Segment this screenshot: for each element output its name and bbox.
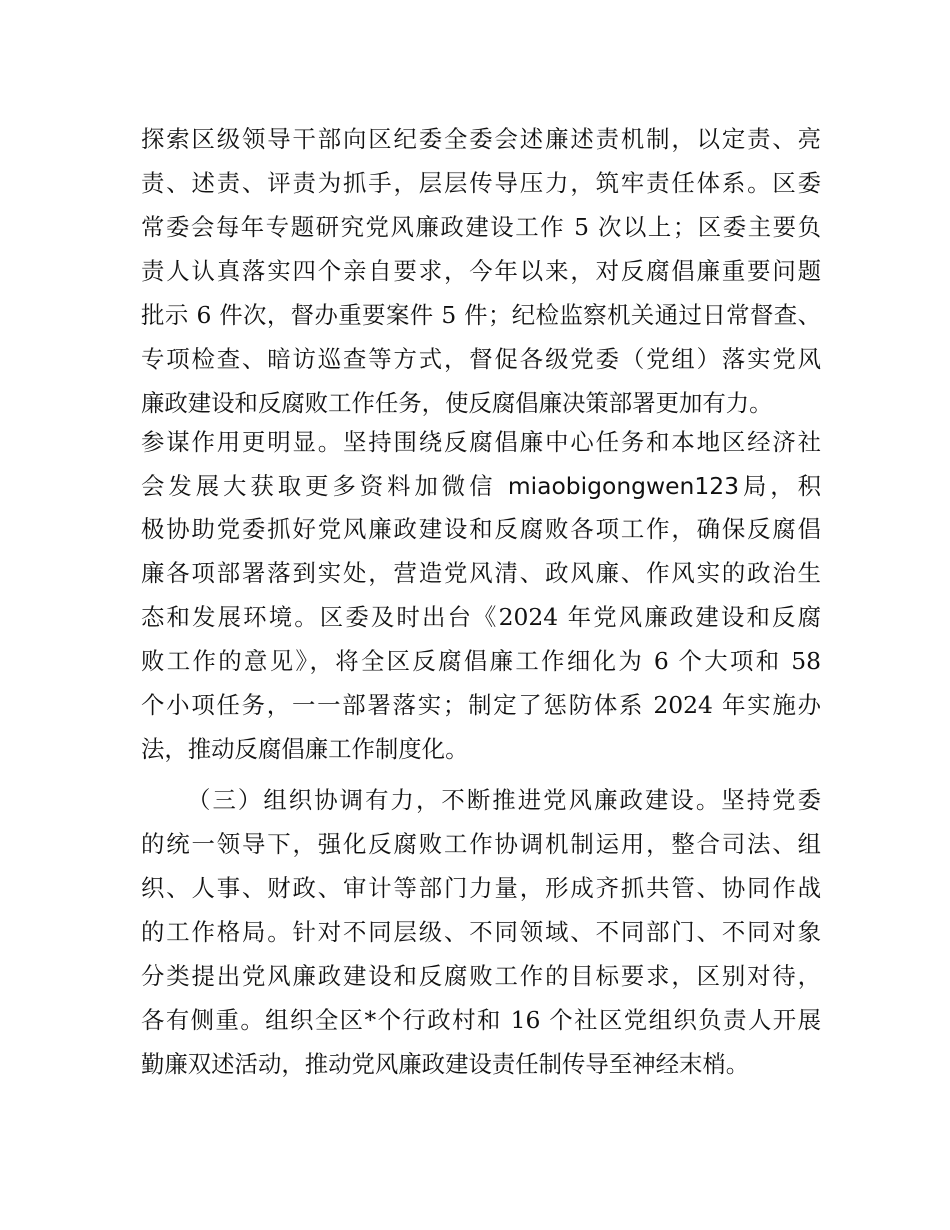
text-line: 法，推动反腐倡廉工作制度化。 <box>141 735 469 763</box>
text-line: 廉政建设和反腐败工作任务，使反腐倡廉决策部署更加有力。 <box>141 389 773 417</box>
text-line: 败工作的意见》，将全区反腐倡廉工作细化为 6 个大项和 58 <box>141 647 821 675</box>
text-line: 分类提出党风廉政建设和反腐败工作的目标要求，区别对待， <box>141 962 821 990</box>
watermark-text: 获取更多资料加微信 miaobigongwen123 <box>250 472 739 500</box>
text-fragment: 局，积 <box>738 472 822 500</box>
text-line: 个小项任务，一一部署落实；制定了惩防体系 2024 年实施办 <box>141 691 821 719</box>
text-line: 各有侧重。组织全区*个行政村和 16 个社区党组织负责人开展 <box>141 1006 821 1034</box>
text-line: 责人认真落实四个亲自要求，今年以来，对反腐倡廉重要问题 <box>141 257 821 285</box>
text-line: 探索区级领导干部向区纪委全委会述廉述责机制，以定责、亮 <box>141 125 821 153</box>
text-line: 批示 6 件次，督办重要案件 5 件；纪检监察机关通过日常督查、 <box>141 301 821 329</box>
text-line: 织、人事、财政、审计等部门力量，形成齐抓共管、协同作战 <box>141 874 821 902</box>
text-line: 廉各项部署落到实处，营造党风清、政风廉、作风实的政治生 <box>141 559 821 587</box>
section-heading-line: （三）组织协调有力，不断推进党风廉政建设。坚持党委 <box>187 786 821 814</box>
text-line: 专项检查、暗访巡查等方式，督促各级党委（党组）落实党风 <box>141 345 821 373</box>
text-line: 责、述责、评责为抓手，层层传导压力，筑牢责任体系。区委 <box>141 169 821 197</box>
text-line: 态和发展环境。区委及时出台《2024 年党风廉政建设和反腐 <box>141 603 821 631</box>
text-line: 勤廉双述活动，推动党风廉政建设责任制传导至神经末梢。 <box>141 1050 750 1078</box>
text-line: 的工作格局。针对不同层级、不同领域、不同部门、不同对象 <box>141 918 821 946</box>
text-line-with-watermark <box>141 466 821 506</box>
text-line: 参谋作用更明显。坚持围绕反腐倡廉中心任务和本地区经济社 <box>141 428 821 456</box>
text-line: 极协助党委抓好党风廉政建设和反腐败各项工作，确保反腐倡 <box>141 515 821 543</box>
text-line: 的统一领导下，强化反腐败工作协调机制运用，整合司法、组 <box>141 830 821 858</box>
text-line: 常委会每年专题研究党风廉政建设工作 5 次以上；区委主要负 <box>141 213 821 241</box>
text-fragment: 会发展大 <box>141 472 251 500</box>
